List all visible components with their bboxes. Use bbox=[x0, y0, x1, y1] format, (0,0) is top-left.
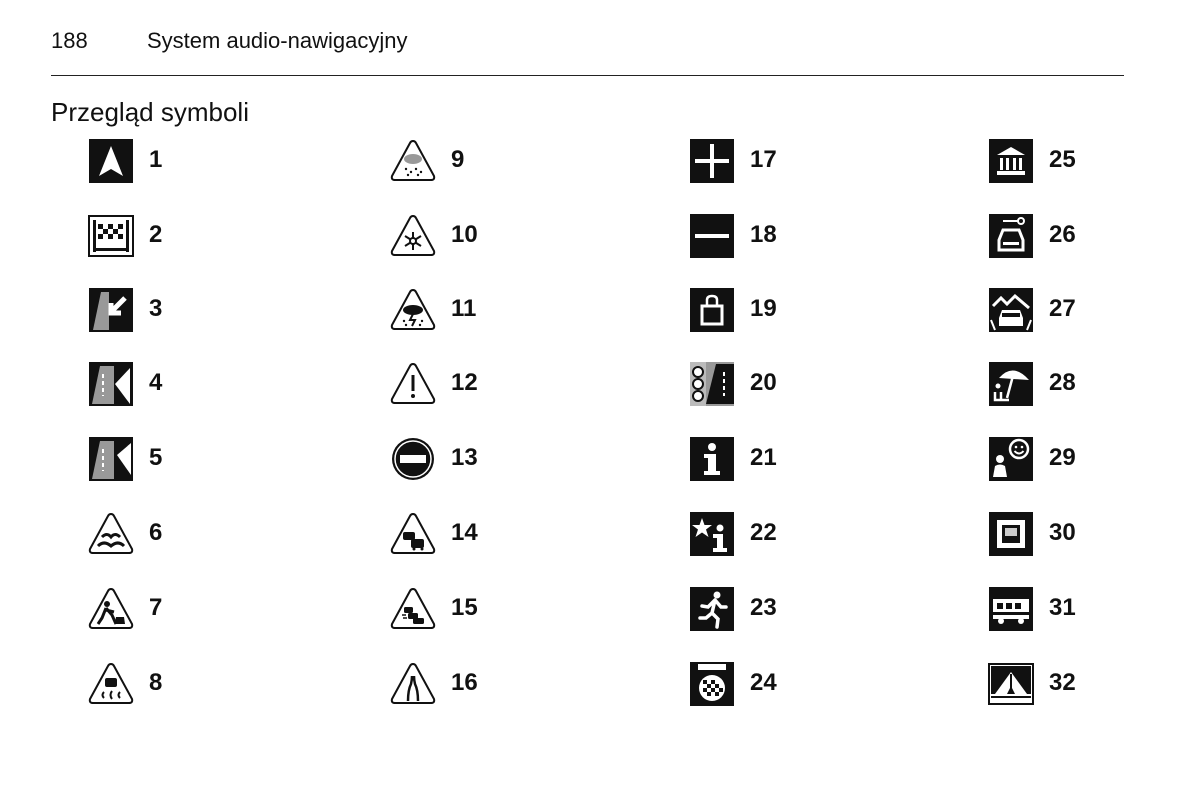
navigation-arrow-icon bbox=[87, 137, 135, 185]
symbol-number: 16 bbox=[451, 669, 478, 696]
symbol-number: 13 bbox=[451, 444, 478, 471]
symbol-item bbox=[688, 435, 928, 483]
symbol-item bbox=[987, 137, 1200, 185]
symbol-item bbox=[688, 360, 928, 408]
symbol-item bbox=[688, 510, 928, 558]
symbol-item bbox=[389, 286, 629, 334]
symbol-number: 29 bbox=[1049, 444, 1076, 471]
symbol-item bbox=[987, 212, 1200, 260]
square-frame-icon bbox=[987, 510, 1035, 558]
symbol-number: 26 bbox=[1049, 221, 1076, 248]
general-danger-warning-icon bbox=[389, 360, 437, 408]
symbol-item bbox=[87, 660, 327, 708]
zoom-in-plus-icon bbox=[688, 137, 736, 185]
symbol-number: 14 bbox=[451, 519, 478, 546]
congestion-warning-icon bbox=[389, 585, 437, 633]
chapter-title: System audio-nawigacyjny bbox=[147, 28, 408, 53]
symbol-item bbox=[87, 212, 327, 260]
road-narrows-warning-icon bbox=[389, 660, 437, 708]
lane-merge-icon bbox=[87, 360, 135, 408]
uneven-road-warning-icon bbox=[87, 510, 135, 558]
racetrack-flag-icon bbox=[688, 660, 736, 708]
no-entry-icon bbox=[389, 435, 437, 483]
symbol-item bbox=[987, 435, 1200, 483]
symbol-item bbox=[987, 510, 1200, 558]
slippery-road-warning-icon bbox=[87, 660, 135, 708]
symbol-item bbox=[688, 212, 928, 260]
symbol-item bbox=[389, 137, 629, 185]
symbol-number: 17 bbox=[750, 146, 777, 173]
symbol-item bbox=[987, 660, 1200, 708]
roadworks-warning-icon bbox=[87, 585, 135, 633]
symbol-item bbox=[389, 660, 629, 708]
symbol-number: 22 bbox=[750, 519, 777, 546]
car-wash-icon bbox=[987, 286, 1035, 334]
symbol-number: 11 bbox=[451, 295, 477, 322]
beach-umbrella-icon bbox=[987, 360, 1035, 408]
symbol-number: 5 bbox=[149, 444, 163, 471]
symbol-item bbox=[987, 360, 1200, 408]
symbol-number: 4 bbox=[149, 369, 163, 396]
symbol-number: 24 bbox=[750, 669, 777, 696]
symbol-item bbox=[987, 585, 1200, 633]
symbol-number: 7 bbox=[149, 594, 163, 621]
symbol-item bbox=[87, 510, 327, 558]
symbol-number: 10 bbox=[451, 221, 478, 248]
symbol-number: 25 bbox=[1049, 146, 1076, 173]
symbol-item bbox=[688, 286, 928, 334]
bus-icon bbox=[987, 585, 1035, 633]
museum-building-icon bbox=[987, 137, 1035, 185]
snow-warning-icon bbox=[389, 212, 437, 260]
campsite-tent-icon bbox=[987, 660, 1035, 708]
symbol-item bbox=[389, 435, 629, 483]
tourist-information-icon bbox=[688, 510, 736, 558]
lane-merge-alt-icon bbox=[87, 435, 135, 483]
exit-left-arrow-icon bbox=[87, 286, 135, 334]
symbol-number: 15 bbox=[451, 594, 478, 621]
symbol-number: 8 bbox=[149, 669, 163, 696]
shopping-bag-icon bbox=[688, 286, 736, 334]
leisure-running-icon bbox=[688, 585, 736, 633]
symbol-number: 30 bbox=[1049, 519, 1076, 546]
symbol-item bbox=[987, 286, 1200, 334]
traffic-light-road-icon bbox=[688, 360, 736, 408]
symbol-number: 12 bbox=[451, 369, 478, 396]
symbol-item bbox=[688, 137, 928, 185]
symbol-number: 27 bbox=[1049, 295, 1076, 322]
symbol-number: 32 bbox=[1049, 669, 1076, 696]
symbol-number: 31 bbox=[1049, 594, 1076, 621]
symbol-number: 2 bbox=[149, 221, 163, 248]
zoom-out-minus-icon bbox=[688, 212, 736, 260]
symbol-number: 21 bbox=[750, 444, 777, 471]
symbol-item bbox=[389, 585, 629, 633]
storm-warning-icon bbox=[389, 286, 437, 334]
person-smiley-icon bbox=[987, 435, 1035, 483]
symbol-number: 28 bbox=[1049, 369, 1076, 396]
symbol-item bbox=[87, 360, 327, 408]
symbol-item bbox=[87, 137, 327, 185]
symbol-item bbox=[688, 660, 928, 708]
symbol-number: 20 bbox=[750, 369, 777, 396]
symbol-item bbox=[87, 286, 327, 334]
symbol-item bbox=[87, 585, 327, 633]
sleet-warning-icon bbox=[389, 137, 437, 185]
symbol-number: 1 bbox=[149, 146, 163, 173]
symbol-number: 6 bbox=[149, 519, 163, 546]
symbol-number: 3 bbox=[149, 295, 163, 322]
checkered-flag-destination-icon bbox=[87, 212, 135, 260]
symbol-item bbox=[389, 510, 629, 558]
symbol-item bbox=[389, 212, 629, 260]
symbol-item bbox=[87, 435, 327, 483]
symbol-number: 9 bbox=[451, 146, 465, 173]
section-title: Przegląd symboli bbox=[51, 97, 249, 127]
page-number: 188 bbox=[51, 28, 88, 53]
car-rental-icon bbox=[987, 212, 1035, 260]
symbol-item bbox=[688, 585, 928, 633]
symbol-number: 23 bbox=[750, 594, 777, 621]
traffic-jam-warning-icon bbox=[389, 510, 437, 558]
symbol-number: 18 bbox=[750, 221, 777, 248]
symbol-item bbox=[389, 360, 629, 408]
information-icon bbox=[688, 435, 736, 483]
symbol-number: 19 bbox=[750, 295, 777, 322]
